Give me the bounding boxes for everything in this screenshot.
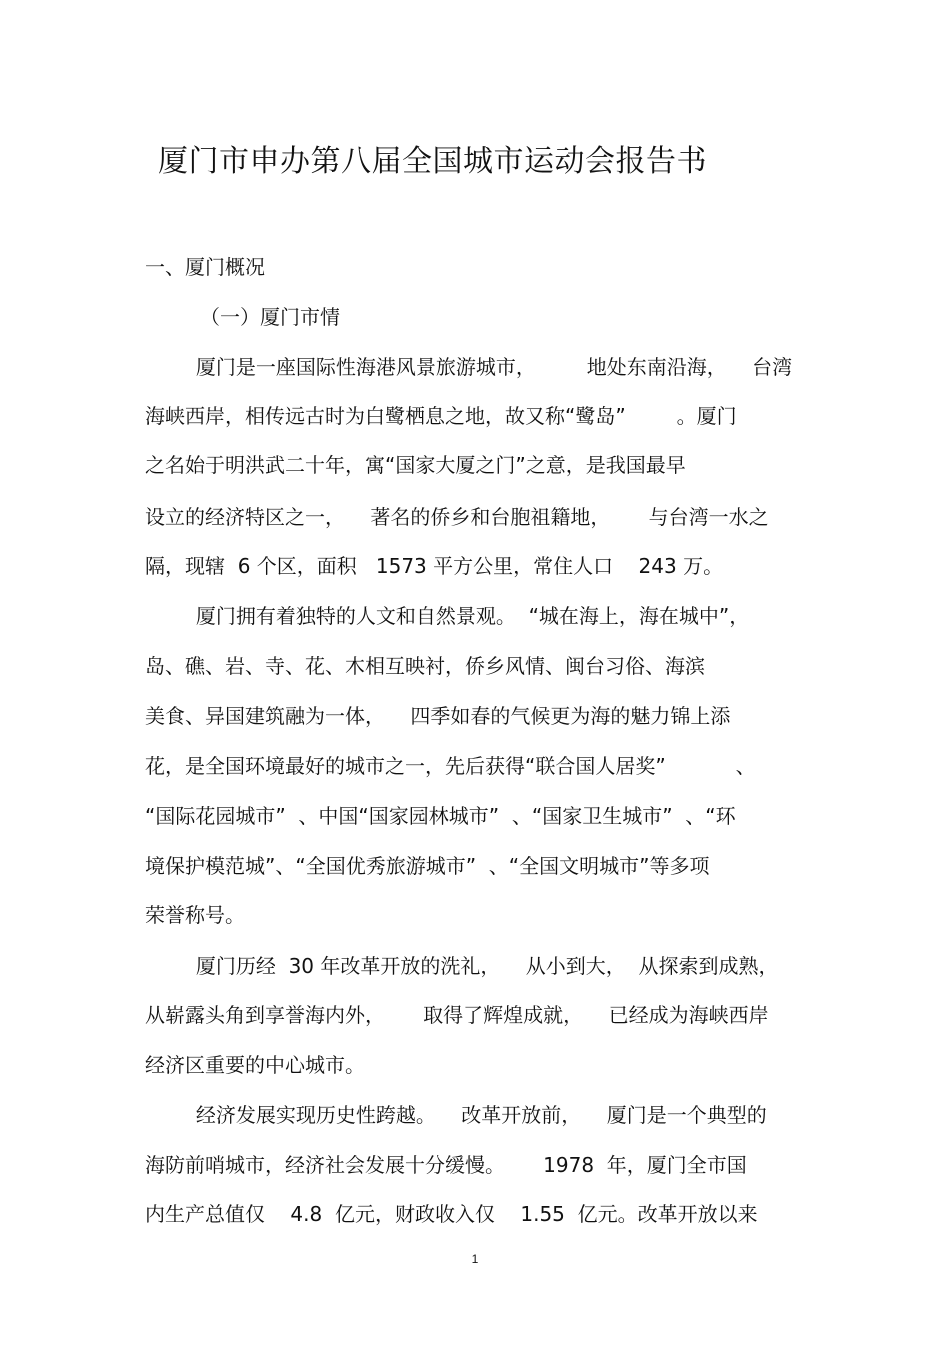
body-line: 厦门拥有着独特的人文和自然景观。 “城在海上，海在城中”， — [145, 604, 750, 628]
body-line: 美食、异国建筑融为一体， 四季如春的气候更为海的魅力锦上添 — [145, 704, 731, 728]
body-line: 内生产总值仅 4.8 亿元，财政收入仅 1.55 亿元。改革开放以来 — [145, 1202, 758, 1226]
body-line: 经济发展实现历史性跨越。 改革开放前， 厦门是一个典型的 — [145, 1103, 767, 1127]
body-line: 厦门历经 30 年改革开放的洗礼， 从小到大， 从探索到成熟， — [145, 954, 779, 978]
body-line: 设立的经济特区之一， 著名的侨乡和台胞祖籍地， 与台湾一水之 — [145, 505, 769, 529]
body-line: 荣誉称号。 — [145, 903, 245, 927]
subsection-heading: （一）厦门市情 — [200, 305, 340, 329]
body-line: “国际花园城市” 、中国“国家园林城市” 、“国家卫生城市” 、“环 — [145, 804, 736, 828]
section-heading: 一、厦门概况 — [145, 255, 265, 279]
body-line: 境保护模范城”、“全国优秀旅游城市” 、“全国文明城市”等多项 — [145, 854, 710, 878]
body-line: 隔，现辖 6 个区，面积 1573 平方公里，常住人口 243 万。 — [145, 554, 724, 578]
body-line: 经济区重要的中心城市。 — [145, 1053, 365, 1077]
page-number: 1 — [471, 1252, 479, 1266]
body-line: 海峡西岸，相传远古时为白鹭栖息之地，故又称“鹭岛” 。厦门 — [145, 404, 737, 428]
body-line: 岛、礁、岩、寺、花、木相互映衬，侨乡风情、闽台习俗、海滨 — [145, 654, 705, 678]
body-line: 从崭露头角到享誉海内外， 取得了辉煌成就， 已经成为海峡西岸 — [145, 1003, 769, 1027]
body-line: 厦门是一座国际性海港风景旅游城市， 地处东南沿海， 台湾 — [145, 355, 793, 379]
body-line: 之名始于明洪武二十年，寓“国家大厦之门”之意，是我国最早 — [145, 453, 686, 477]
document-title: 厦门市申办第八届全国城市运动会报告书 — [158, 144, 707, 179]
body-line: 花，是全国环境最好的城市之一，先后获得“联合国人居奖” 、 — [145, 754, 756, 778]
body-line: 海防前哨城市，经济社会发展十分缓慢。 1978 年，厦门全市国 — [145, 1153, 747, 1177]
